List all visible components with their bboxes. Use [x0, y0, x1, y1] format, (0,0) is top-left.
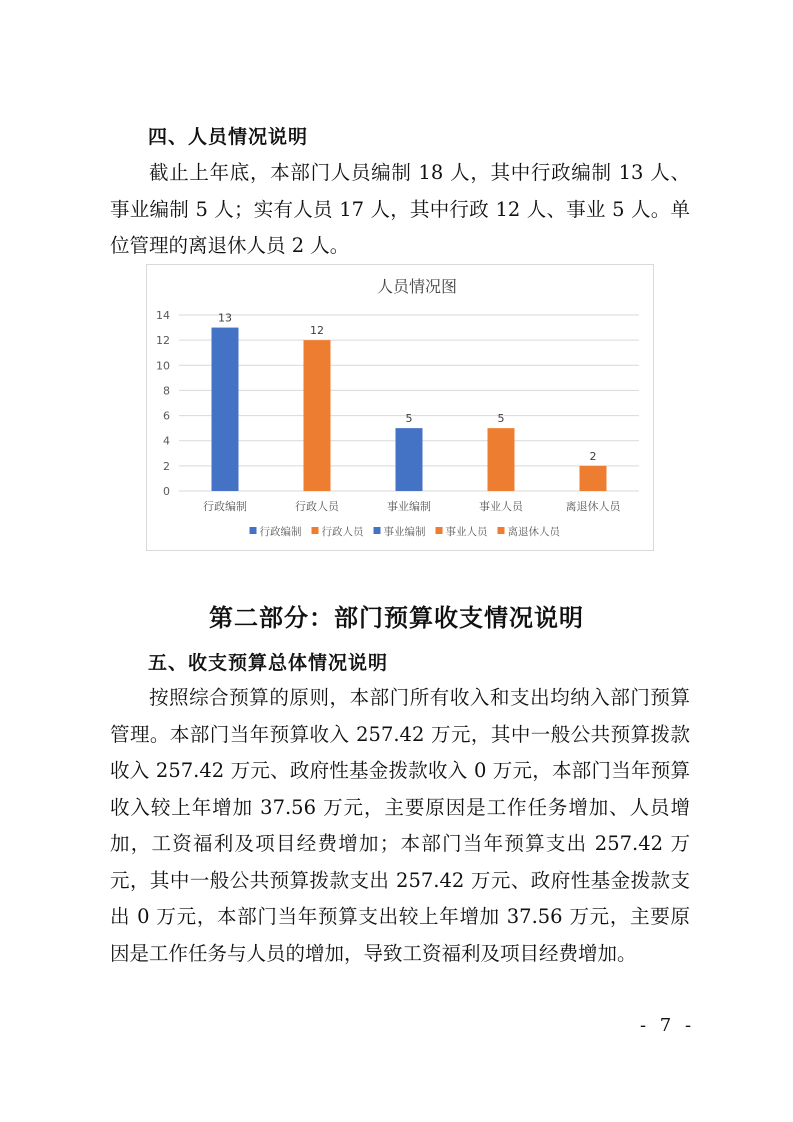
legend-label: 行政编制 — [259, 526, 302, 538]
bar-行政人员 — [304, 340, 331, 491]
legend-swatch — [436, 527, 443, 534]
data-label: 5 — [405, 412, 413, 426]
legend-label: 事业编制 — [383, 526, 426, 538]
y-tick-label: 10 — [156, 359, 170, 373]
chart-title: 人员情况图 — [376, 277, 458, 296]
data-label: 5 — [497, 412, 505, 426]
legend-swatch — [498, 527, 505, 534]
data-label: 13 — [218, 311, 232, 325]
chart-canvas — [147, 265, 653, 550]
x-tick-label: 行政编制 — [203, 500, 247, 513]
section-4-paragraph: 截止上年底，本部门人员编制 18 人，其中行政编制 13 人、事业编制 5 人；实有人员 17 人，其中行政 12 人、事业 5 人。单位管理的离退休人员 2 人。 — [110, 161, 690, 257]
x-tick-label: 离退休人员 — [565, 500, 621, 513]
y-tick-label: 0 — [163, 485, 170, 498]
legend-swatch — [312, 527, 319, 534]
y-tick-label: 4 — [163, 434, 170, 448]
legend-swatch — [374, 527, 381, 534]
bar-事业编制 — [396, 428, 423, 491]
bar-离退休人员 — [580, 466, 607, 491]
y-tick-label: 6 — [163, 409, 170, 423]
section-5-heading: 五、收支预算总体情况说明 — [148, 652, 389, 674]
y-tick-label: 2 — [163, 459, 170, 473]
personnel-chart — [146, 264, 654, 551]
bar-行政编制 — [212, 328, 239, 491]
part-2-title: 第二部分：部门预算收支情况说明 — [209, 603, 584, 632]
y-tick-label: 12 — [156, 334, 170, 348]
bar-事业人员 — [488, 428, 515, 491]
x-tick-label: 事业人员 — [479, 500, 523, 513]
page-number: - 7 - — [640, 1015, 696, 1036]
legend-swatch — [250, 527, 257, 534]
x-tick-label: 事业编制 — [387, 500, 431, 513]
y-tick-label: 14 — [156, 309, 170, 322]
data-label: 2 — [589, 449, 597, 463]
y-tick-label: 8 — [163, 384, 170, 398]
section-4-heading: 四、人员情况说明 — [148, 126, 309, 148]
legend-label: 行政人员 — [321, 526, 364, 538]
data-label: 12 — [310, 324, 324, 338]
legend-label: 离退休人员 — [507, 526, 560, 538]
section-5-paragraph: 按照综合预算的原则，本部门所有收入和支出均纳入部门预算管理。本部门当年预算收入 257.42 万元，其中一般公共预算拨款收入 257.42 万元、政府性基金拨款收入 0 万元，本部门当年预算收入较上年增加 37.56 万元，主要原因是工作任务增加、人员增加，工资福利及项目经费增加；本部门当年预算支出 257.42 万元，其中一般公共预算拨款支出 257.42 万元、政府性基金拨款支出 0 万元，本部门当年预算支出较上年增加 37.56 万元，主要原因是工作任务与人员的增加，导致工资福利及项目经费增加。 — [110, 686, 690, 965]
x-tick-label: 行政人员 — [295, 500, 339, 513]
legend-label: 事业人员 — [445, 526, 488, 538]
